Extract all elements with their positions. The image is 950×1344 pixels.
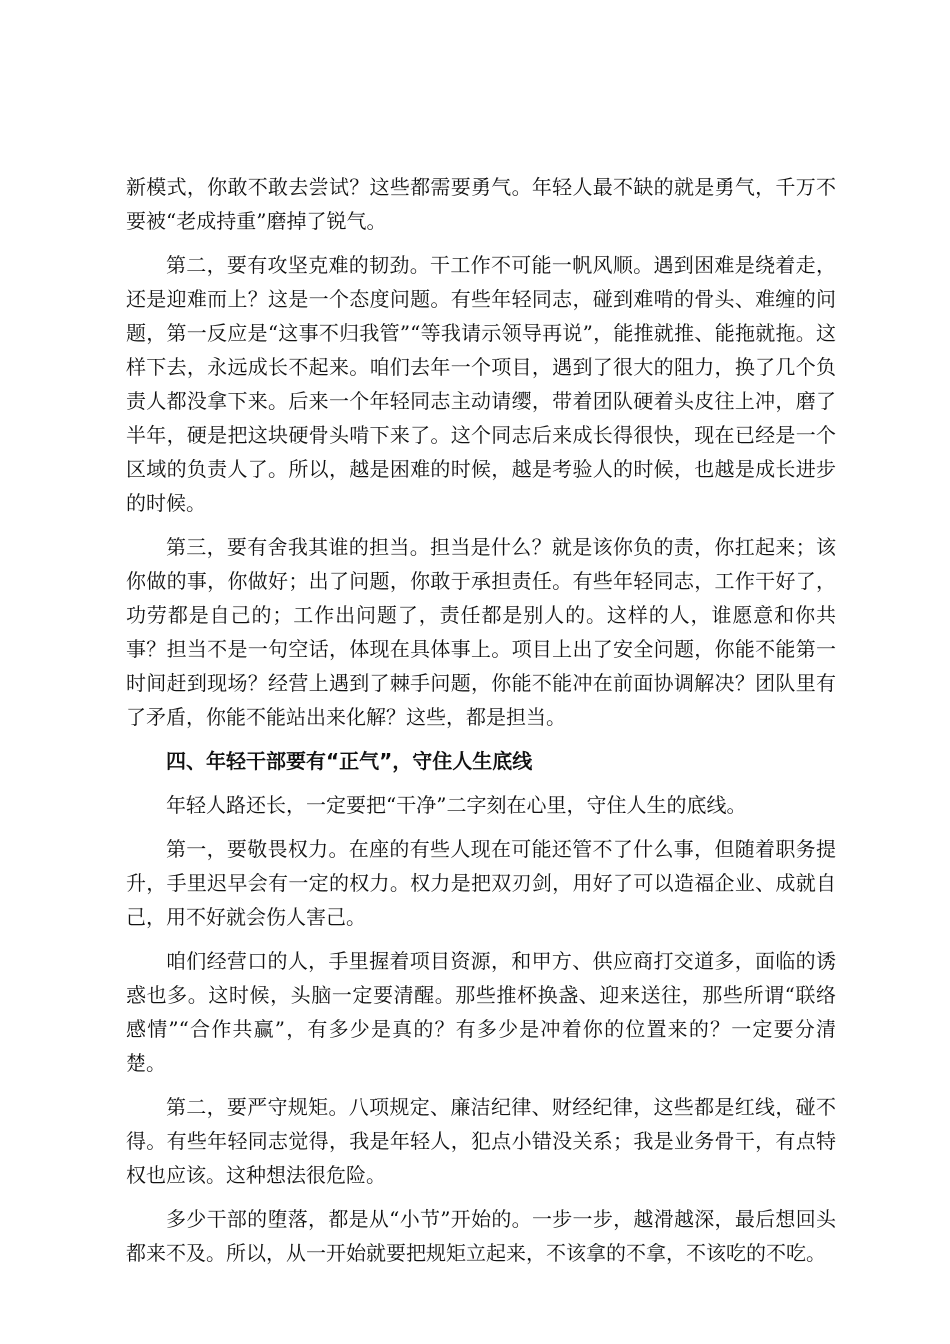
document-body — [126, 170, 836, 1280]
paragraph-perseverance: 第二，要有攻坚克难的韧劲。干工作不可能一帆风顺。遇到困难是绕着走，还是迎难而上？这是一个态度问题。有些年轻同志，碰到难啃的骨头、难缠的问题，第一反应是“这事不归我管”“等我请示领导再说”，能推就推、能拖就拖。这样下去，永远成长不起来。咱们去年一个项目，遇到了很大的阻力，换了几个负责人都没拿下来。后来一个年轻同志主动请缨，带着团队硬着头皮往上冲，磨了半年，硬是把这块硬骨头啃下来了。这个同志后来成长得很快，现在已经是一个区域的负责人了。所以，越是困难的时候，越是考验人的时候，也越是成长进步的时候。 — [126, 253, 836, 515]
paragraph-respect-power: 第一，要敬畏权力。在座的有些人现在可能还管不了什么事，但随着职务提升，手里迟早会有一定的权力。权力是把双刃剑，用好了可以造福企业、成就自己，用不好就会伤人害己。 — [126, 837, 836, 929]
section-heading: 四、年轻干部要有“正气”，守住人生底线 — [166, 749, 533, 773]
paragraph-responsibility: 第三，要有舍我其谁的担当。担当是什么？就是该你负的责，你扛起来；该你做的事，你做好；出了问题，你敢于承担责任。有些年轻同志，工作干好了，功劳都是自己的；工作出问题了，责任都是别人的。这样的人，谁愿意和你共事？担当不是一句空话，体现在具体事上。项目上出了安全问题，你能不能第一时间赶到现场？经营上遇到了棘手问题，你能不能冲在前面协调解决？团队里有了矛盾，你能不能站出来化解？这些，都是担当。 — [126, 535, 836, 729]
paragraph-small-matters: 多少干部的堕落，都是从“小节”开始的。一步一步，越滑越深，最后想回头都来不及。所以，从一开始就要把规矩立起来，不该拿的不拿，不该吃的不吃。 — [126, 1207, 836, 1265]
paragraph-temptations: 咱们经营口的人，手里握着项目资源，和甲方、供应商打交道多，面临的诱惑也多。这时候，头脑一定要清醒。那些推杯换盏、迎来送往，那些所谓“联络感情”“合作共赢”，有多少是真的？有多少是冲着你的位置来的？一定要分清楚。 — [126, 949, 836, 1075]
paragraph-rules: 第二，要严守规矩。八项规定、廉洁纪律、财经纪律，这些都是红线，碰不得。有些年轻同志觉得，我是年轻人，犯点小错没关系；我是业务骨干，有点特权也应该。这种想法很危险。 — [126, 1095, 836, 1187]
paragraph-intro-integrity: 年轻人路还长，一定要把“干净”二字刻在心里，守住人生的底线。 — [166, 793, 747, 817]
paragraph-continuation: 新模式，你敢不敢去尝试？这些都需要勇气。年轻人最不缺的就是勇气，千万不要被“老成持重”磨掉了锐气。 — [126, 175, 836, 233]
